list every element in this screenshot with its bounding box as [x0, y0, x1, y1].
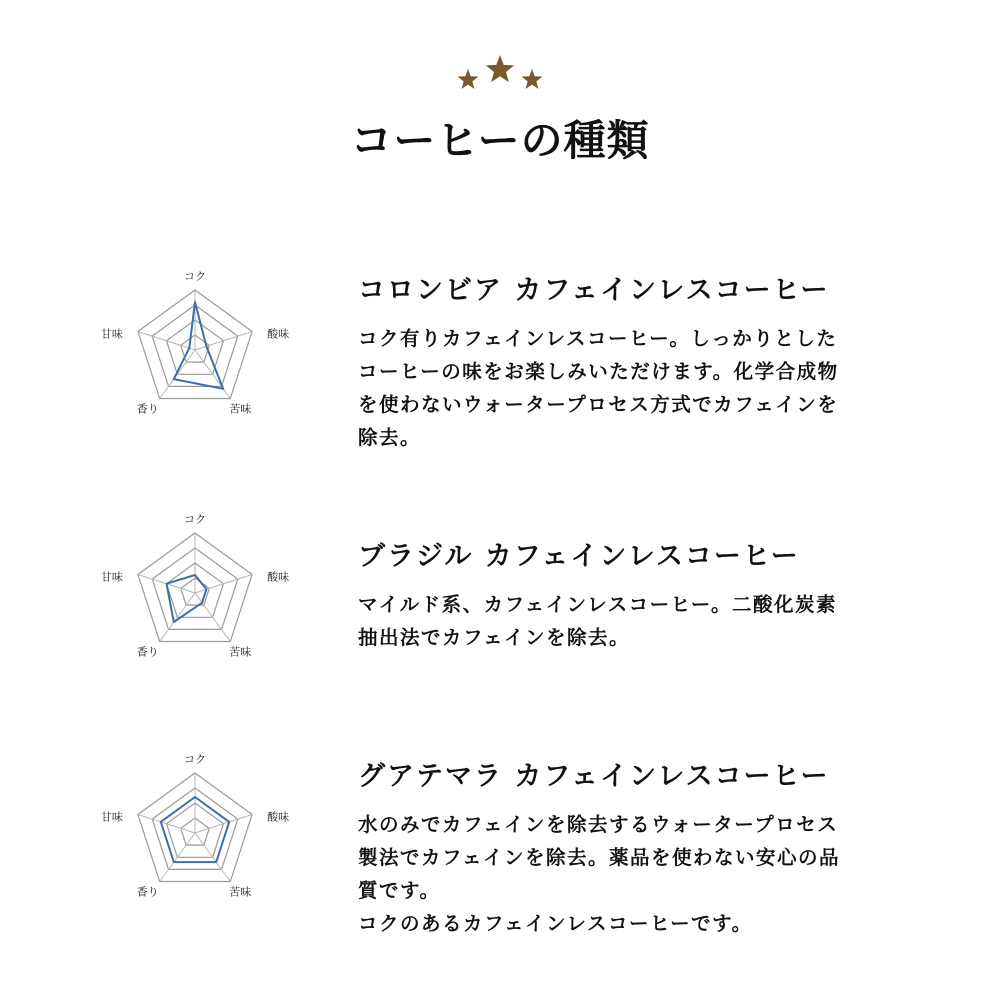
- radar-chart: [95, 505, 305, 685]
- description-line: 抽出法でカフェインを除去。: [358, 626, 631, 649]
- radar-svg: [95, 262, 305, 442]
- description-line: 製法でカフェインを除去。薬品を使わない安心の品: [358, 846, 841, 869]
- axis-label: 甘味: [100, 327, 123, 341]
- axis-label: 酸味: [267, 327, 290, 341]
- axis-label: 香り: [136, 885, 159, 899]
- star-icon: [486, 55, 515, 82]
- description-line: コクのあるカフェインレスコーヒーです。: [358, 912, 753, 935]
- coffee-name: グアテマラ カフェインレスコーヒー: [358, 761, 830, 792]
- coffee-description: [358, 322, 958, 454]
- rating-stars: [450, 50, 550, 100]
- star-icon: [458, 69, 479, 89]
- axis-label: 苦味: [229, 645, 252, 659]
- star-icon: [522, 69, 543, 89]
- radar-chart: [95, 262, 305, 442]
- coffee-description: [358, 808, 958, 940]
- radar-chart: [95, 745, 305, 925]
- page-title: コーヒーの種類: [350, 116, 650, 165]
- axis-label: 苦味: [229, 885, 252, 899]
- axis-label: コク: [184, 513, 206, 526]
- axis-label: 苦味: [229, 402, 252, 416]
- description-line: 水のみでカフェインを除去するウォータープロセス: [358, 813, 839, 836]
- axis-label: コク: [184, 753, 206, 766]
- coffee-name: コロンビア カフェインレスコーヒー: [358, 275, 830, 306]
- description-line: 質です。: [358, 879, 441, 902]
- axis-label: 香り: [136, 402, 159, 416]
- axis-label: 甘味: [100, 810, 123, 824]
- description-line: を使わないウォータープロセス方式でカフェインを: [358, 393, 839, 416]
- description-line: コーヒーの味をお楽しみいただけます。化学合成物: [358, 360, 839, 383]
- description-line: マイルド系、カフェインレスコーヒー。二酸化炭素: [358, 593, 838, 616]
- series-polygon: [167, 575, 207, 622]
- axis-label: 酸味: [267, 570, 290, 584]
- axis-label: コク: [184, 270, 206, 283]
- axis-label: 酸味: [267, 810, 290, 824]
- axis-label: 香り: [136, 645, 159, 659]
- axis-label: 甘味: [100, 570, 123, 584]
- radar-svg: [95, 745, 305, 925]
- description-line: 除去。: [358, 426, 422, 449]
- coffee-name: ブラジル カフェインレスコーヒー: [358, 541, 800, 572]
- coffee-description: [358, 588, 958, 654]
- radar-svg: [95, 505, 305, 685]
- description-line: コク有りカフェインレスコーヒー。しっかりとした: [358, 327, 838, 350]
